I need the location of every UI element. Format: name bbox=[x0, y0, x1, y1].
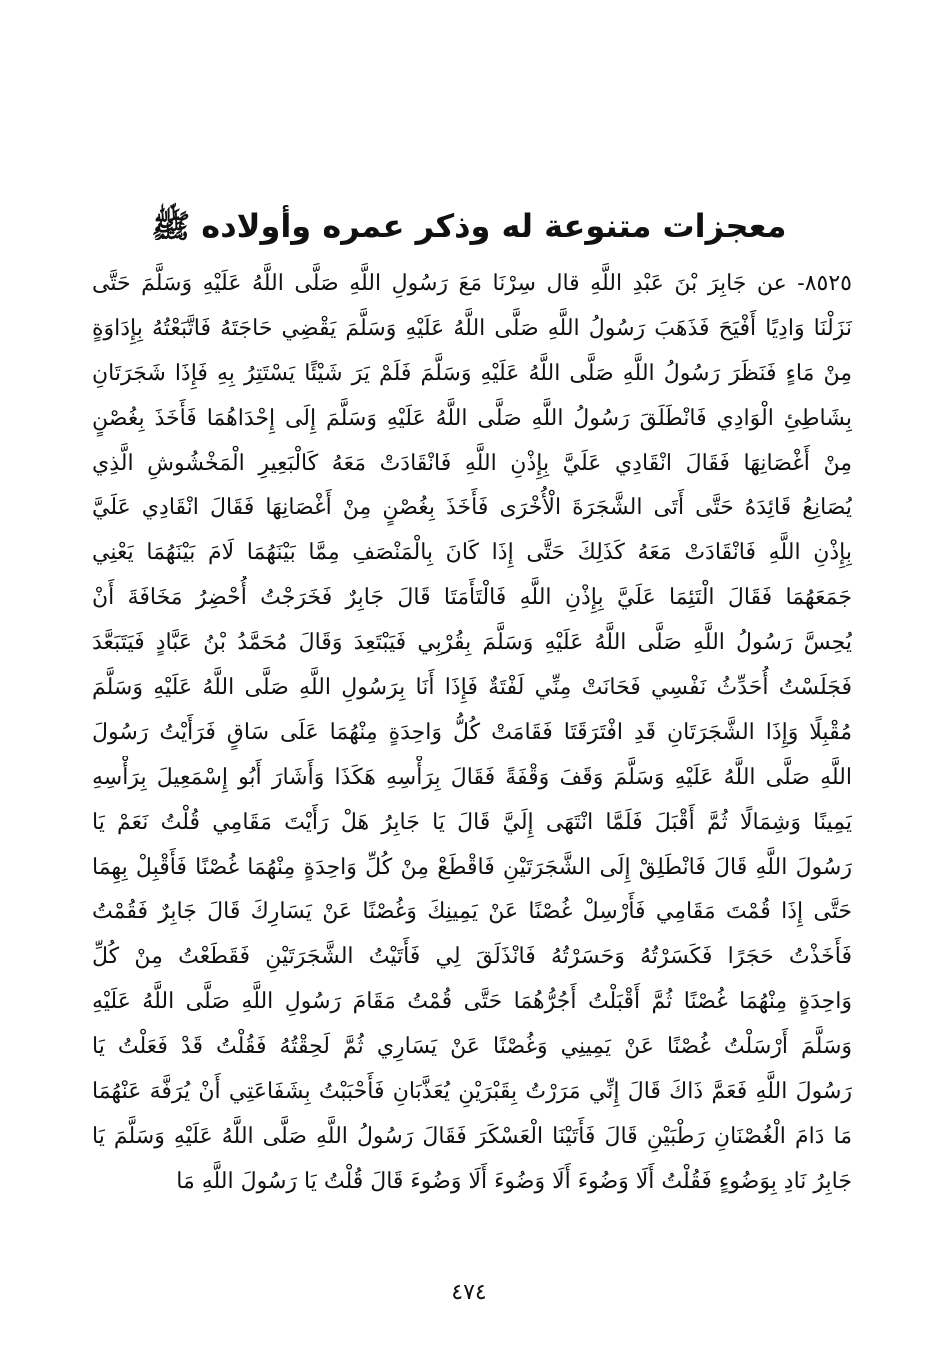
text-line: مِنْ مَاءٍ فَنَظَرَ رَسُولُ اللَّهِ صَلَّى اللَّهُ عَلَيْهِ وَسَلَّمَ فَلَمْ يَرَ شَيْئًا يَسْتَتِرُ بِهِ فَإِذَا شَجَرَتَانِ bbox=[92, 360, 852, 386]
text-line: اللَّهِ صَلَّى اللَّهُ عَلَيْهِ وَسَلَّمَ وَقَفَ وَقْفَةً فَقَالَ بِرَأْسِهِ هَكَذَا وَأَشَارَ أَبُو إِسْمَعِيلَ بِرَأْسِهِ bbox=[92, 764, 852, 790]
text-line: يَمِينًا وَشِمَالًا ثُمَّ أَقْبَلَ فَلَمَّا انْتَهَى إِلَيَّ قَالَ يَا جَابِرُ هَلْ رَأَيْتَ مَقَامِي قُلْتُ نَعَمْ يَا bbox=[92, 809, 852, 835]
text-line: رَسُولَ اللَّهِ فَعَمَّ ذَاكَ قَالَ إِنِّي مَرَرْتُ بِقَبْرَيْنِ يُعَذَّبَانِ فَأَحْبَبْتُ بِشَفَاعَتِي أَنْ يُرَفَّهَ عَنْهُمَا bbox=[92, 1079, 852, 1105]
text-line: نَزَلْنَا وَادِيًا أَفْيَحَ فَذَهَبَ رَسُولُ اللَّهِ صَلَّى اللَّهُ عَلَيْهِ وَسَلَّمَ يَقْضِي حَاجَتَهُ فَاتَّبَعْتُهُ بِإِدَاوَةٍ bbox=[92, 315, 852, 341]
text-line: جَابِرُ نَادِ بِوَضُوءٍ فَقُلْتُ أَلَا وَضُوءَ أَلَا وَضُوءَ أَلَا وَضُوءَ قَالَ قُلْتُ يَا رَسُولَ اللَّهِ مَا bbox=[176, 1168, 852, 1194]
section-title: معجزات متنوعة له وذكر عمره وأولاده ﷺ bbox=[151, 207, 787, 245]
text-line: فَأَخَذْتُ حَجَرًا فَكَسَرْتُهُ وَحَسَرْتُهُ فَانْذَلَقَ لِي فَأَتَيْتُ الشَّجَرَتَيْنِ فَقَطَعْتُ مِنْ كُلِّ bbox=[92, 944, 852, 970]
text-line: مَا دَامَ الْغُصْنَانِ رَطْبَيْنِ قَالَ فَأَتَيْنَا الْعَسْكَرَ فَقَالَ رَسُولُ اللَّهِ صَلَّى اللَّهُ عَلَيْهِ وَسَلَّمَ يَا bbox=[92, 1123, 852, 1149]
text-line: يُحِسَّ رَسُولُ اللَّهِ صَلَّى اللَّهُ عَلَيْهِ وَسَلَّمَ بِقُرْبِي فَيَبْتَعِدَ وَقَالَ مُحَمَّدُ بْنُ عَبَّادٍ فَيَتَبَعَّدَ bbox=[92, 630, 852, 656]
text-line: مِنْ أَغْصَانِهَا فَقَالَ انْقَادِي عَلَيَّ بِإِذْنِ اللَّهِ فَانْقَادَتْ مَعَهُ كَالْبَعِيرِ الْمَخْشُوشِ الَّذِي bbox=[92, 450, 852, 476]
text-line: حَتَّى إِذَا قُمْتَ مَقَامِي فَأَرْسِلْ غُصْنًا عَنْ يَمِينِكَ وَغُصْنًا عَنْ يَسَارِكَ قَالَ جَابِرٌ فَقُمْتُ bbox=[92, 899, 852, 925]
text-line: ٨٥٢٥- عن جَابِرَ بْنَ عَبْدِ اللَّهِ قال سِرْنَا مَعَ رَسُولِ اللَّهِ صَلَّى اللَّهُ عَلَيْهِ وَسَلَّمَ حَتَّى bbox=[92, 271, 852, 296]
text-line: جَمَعَهُمَا فَقَالَ الْتَئِمَا عَلَيَّ بِإِذْنِ اللَّهِ فَالْتَأَمَتَا قَالَ جَابِرٌ فَخَرَجْتُ أُحْضِرُ مَخَافَةَ أَنْ bbox=[92, 585, 852, 611]
text-line: بِشَاطِئِ الْوَادِي فَانْطَلَقَ رَسُولُ اللَّهِ صَلَّى اللَّهُ عَلَيْهِ وَسَلَّمَ إِلَى إِحْدَاهُمَا فَأَخَذَ بِغُصْنٍ bbox=[92, 405, 852, 431]
text-line: فَجَلَسْتُ أُحَدِّثُ نَفْسِي فَحَانَتْ مِنِّي لَفْتَةٌ فَإِذَا أَنَا بِرَسُولِ اللَّهِ صَلَّى اللَّهُ عَلَيْهِ وَسَلَّمَ bbox=[92, 675, 852, 701]
hadith-body bbox=[92, 262, 852, 1205]
text-line: بِإِذْنِ اللَّهِ فَانْقَادَتْ مَعَهُ كَذَلِكَ حَتَّى إِذَا كَانَ بِالْمَنْصَفِ مِمَّا بَيْنَهُمَا لَامَ بَيْنَهُمَا يَعْنِي bbox=[92, 540, 852, 566]
text-line: وَسَلَّمَ أَرْسَلْتُ غُصْنًا عَنْ يَمِينِي وَغُصْنًا عَنْ يَسَارِي ثُمَّ لَحِقْتُهُ فَقُلْتُ قَدْ فَعَلْتُ يَا bbox=[92, 1034, 852, 1060]
text-line: مُقْبِلًا وَإِذَا الشَّجَرَتَانِ قَدِ افْتَرَقَتَا فَقَامَتْ كُلُّ وَاحِدَةٍ مِنْهُمَا عَلَى سَاقٍ فَرَأَيْتُ رَسُولَ bbox=[92, 719, 852, 745]
text-line: وَاحِدَةٍ مِنْهُمَا غُصْنًا ثُمَّ أَقْبَلْتُ أَجُرُّهُمَا حَتَّى قُمْتُ مَقَامَ رَسُولِ اللَّهِ صَلَّى اللَّهُ عَلَيْهِ bbox=[92, 989, 852, 1015]
text-line: يُصَانِعُ قَائِدَهُ حَتَّى أَتَى الشَّجَرَةَ الْأُخْرَى فَأَخَذَ بِغُصْنٍ مِنْ أَغْصَانِهَا فَقَالَ انْقَادِي عَلَيَّ bbox=[92, 495, 852, 521]
page-number: ٤٧٤ bbox=[451, 1280, 487, 1305]
text-line: رَسُولَ اللَّهِ قَالَ فَانْطَلِقْ إِلَى الشَّجَرَتَيْنِ فَاقْطَعْ مِنْ كُلِّ وَاحِدَةٍ مِنْهُمَا غُصْنًا فَأَقْبِلْ بِهِمَا bbox=[92, 854, 852, 880]
